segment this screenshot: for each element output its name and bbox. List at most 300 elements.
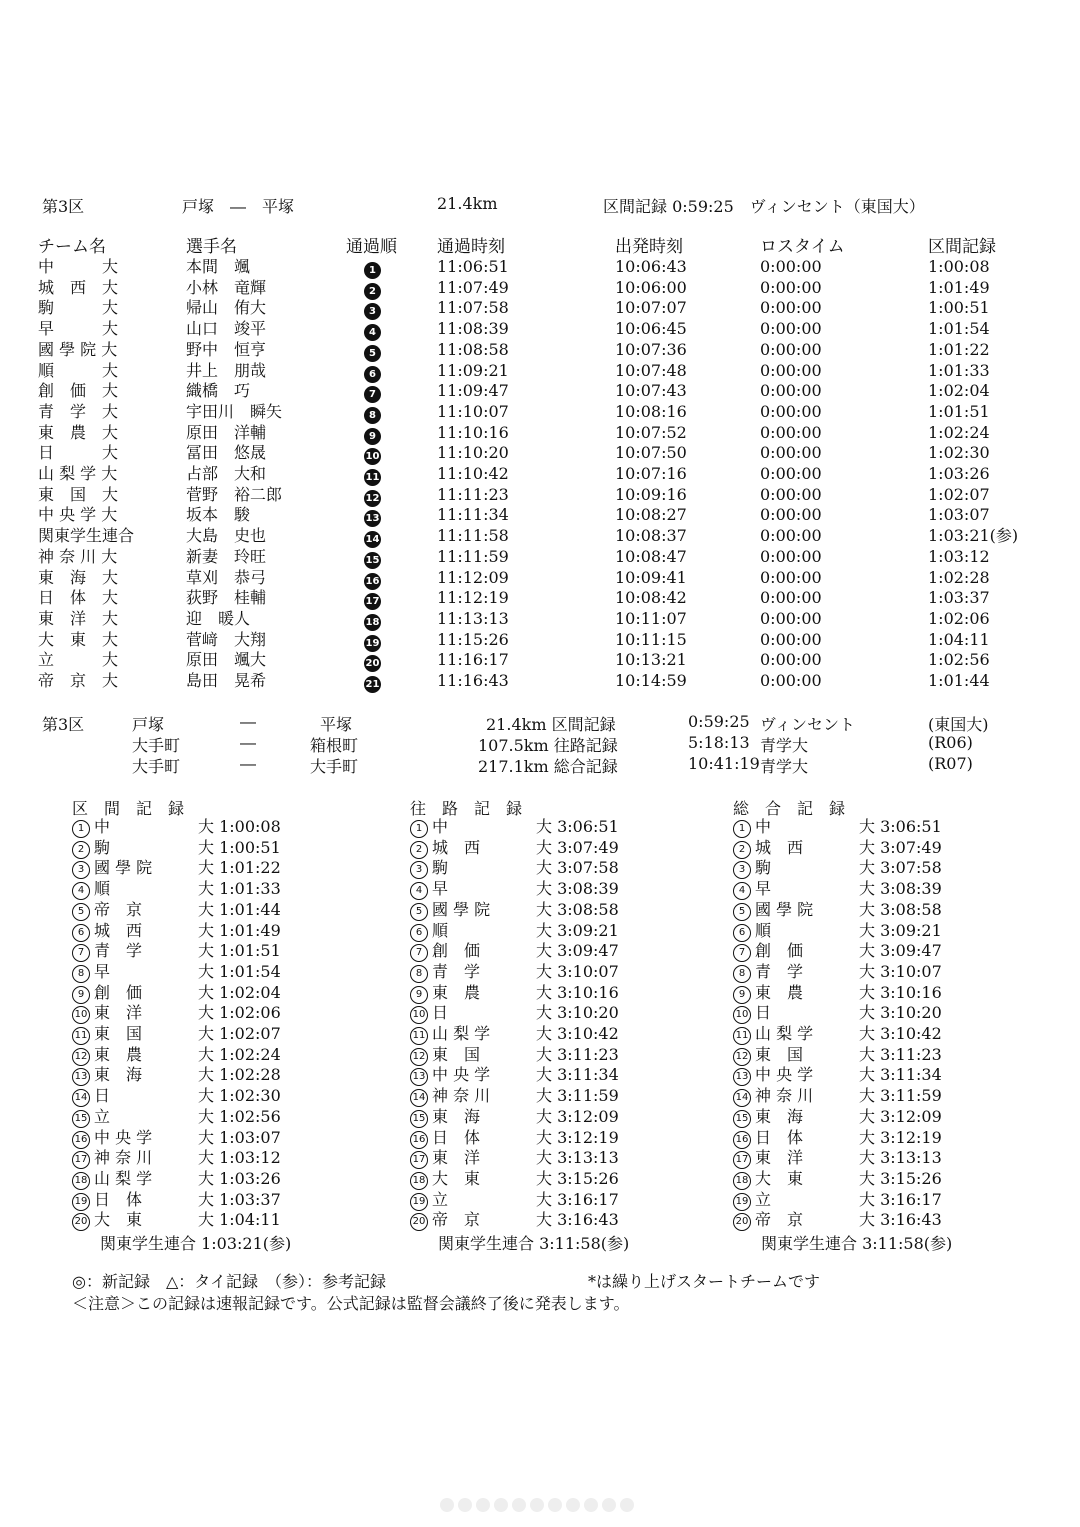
page-dot bbox=[440, 1498, 454, 1512]
ranking-item bbox=[733, 1065, 942, 1086]
ranking-item bbox=[733, 879, 942, 900]
start-time: 10:13:21 bbox=[615, 650, 687, 670]
pass-rank bbox=[364, 589, 381, 610]
rank-circle: 12 bbox=[410, 1048, 428, 1066]
runner-name: 山口 竣平 bbox=[186, 319, 267, 339]
team-name: 東 洋 大 bbox=[38, 608, 119, 628]
ranking-team: 創 価 bbox=[755, 941, 820, 961]
loss-time: 0:00:00 bbox=[760, 484, 822, 504]
section-time: 1:02:28 bbox=[928, 567, 990, 587]
rank-circle: 18 bbox=[410, 1172, 428, 1190]
rank-circle: 19 bbox=[410, 1193, 428, 1211]
ranking-team: 日 bbox=[755, 1003, 820, 1023]
start-time: 10:09:41 bbox=[615, 567, 687, 587]
runner-name: 荻野 桂輔 bbox=[186, 588, 267, 608]
rank-circle: 8 bbox=[733, 965, 751, 983]
ranking-time: 大 3:13:13 bbox=[859, 1148, 942, 1168]
ranking-team: 日 体 bbox=[755, 1127, 820, 1147]
ranking-team: 順 bbox=[755, 920, 820, 940]
page-dot bbox=[620, 1498, 634, 1512]
ranking-time: 大 3:10:16 bbox=[859, 982, 942, 1002]
loss-time: 0:00:00 bbox=[760, 464, 822, 483]
rank-circle: 9 bbox=[733, 986, 751, 1004]
ranking-item bbox=[72, 1003, 281, 1024]
table-row bbox=[0, 526, 1080, 547]
ranking-time: 大 3:16:17 bbox=[859, 1189, 942, 1209]
ranking-time: 大 3:07:49 bbox=[536, 837, 619, 857]
ranking-time: 大 3:07:58 bbox=[859, 858, 942, 878]
ranking-team: 青 学 bbox=[94, 941, 159, 961]
record-dash: ― bbox=[240, 733, 256, 752]
section-distance: 21.4km bbox=[437, 194, 498, 213]
ranking-team: 國 學 院 bbox=[755, 899, 814, 919]
pass-rank bbox=[364, 299, 381, 320]
loss-time: 0:00:00 bbox=[760, 360, 822, 380]
rank-circle: 14 bbox=[72, 1089, 90, 1107]
table-row bbox=[0, 464, 1080, 485]
rank-circle: 2 bbox=[72, 841, 90, 859]
ranking-time: 大 3:08:39 bbox=[859, 879, 942, 899]
ranking-time: 大 1:02:28 bbox=[198, 1065, 281, 1085]
ranking-team: 東 農 bbox=[432, 982, 497, 1002]
rank-circle: 20 bbox=[733, 1213, 751, 1231]
pass-time: 11:16:43 bbox=[437, 671, 509, 690]
runner-name: 大島 史也 bbox=[186, 526, 267, 546]
loss-time: 0:00:00 bbox=[760, 526, 822, 546]
page-dot bbox=[512, 1498, 526, 1512]
runner-name: 野中 恒亨 bbox=[186, 339, 267, 359]
runner-name: 本間 颯 bbox=[186, 257, 251, 276]
ranking-time: 大 3:07:58 bbox=[536, 858, 619, 878]
ranking-time: 大 3:08:39 bbox=[536, 879, 619, 899]
rank-circle: 3 bbox=[410, 861, 428, 879]
legend-relay-note: *は繰り上げスタートチームです bbox=[588, 1272, 821, 1291]
ranking-time: 大 1:03:07 bbox=[198, 1127, 281, 1147]
rank-badge: 7 bbox=[364, 386, 381, 403]
ranking-time: 大 1:03:37 bbox=[198, 1189, 281, 1209]
section-time: 1:01:51 bbox=[928, 401, 990, 421]
ranking-item bbox=[733, 1024, 942, 1045]
ranking-time: 大 1:02:24 bbox=[198, 1044, 281, 1064]
ranking-time: 大 3:09:21 bbox=[859, 920, 942, 940]
start-time: 10:06:45 bbox=[615, 319, 687, 339]
ranking-team: 城 西 bbox=[755, 837, 820, 857]
record-section-label: 第3区 bbox=[42, 715, 85, 734]
ranking-team: 駒 bbox=[94, 837, 159, 857]
record-holder: 青学大 bbox=[760, 736, 809, 755]
ranking-team: 城 西 bbox=[94, 920, 159, 940]
ranking-item bbox=[733, 1148, 942, 1169]
ranking-team: 神 奈 川 bbox=[432, 1086, 491, 1106]
ranking-time: 大 3:11:34 bbox=[536, 1065, 619, 1085]
record-distance: 107.5km 往路記録 bbox=[478, 736, 618, 755]
ranking-item bbox=[733, 1128, 942, 1149]
ranking-time: 大 3:11:23 bbox=[859, 1044, 942, 1064]
ranking-item bbox=[410, 941, 619, 962]
column-header: 通過時刻 bbox=[437, 237, 505, 257]
loss-time: 0:00:00 bbox=[760, 546, 822, 566]
record-from: 大手町 bbox=[132, 736, 181, 755]
ranking-title: 往 路 記 録 bbox=[410, 799, 523, 818]
ranking-item bbox=[733, 900, 942, 921]
rank-circle: 13 bbox=[410, 1068, 428, 1086]
team-name: 駒 大 bbox=[38, 298, 119, 318]
loss-time: 0:00:00 bbox=[760, 505, 822, 525]
ranking-item bbox=[410, 983, 619, 1004]
ranking-team: 順 bbox=[94, 879, 159, 899]
ranking-time: 大 1:00:51 bbox=[198, 837, 281, 857]
section-time: 1:02:30 bbox=[928, 443, 990, 463]
ranking-item bbox=[410, 1045, 619, 1066]
rank-badge: 8 bbox=[364, 407, 381, 424]
pass-time: 11:10:42 bbox=[437, 464, 509, 483]
ranking-item bbox=[72, 1045, 281, 1066]
ranking-title: 区 間 記 録 bbox=[72, 799, 185, 818]
page-dot bbox=[548, 1498, 562, 1512]
table-row bbox=[0, 402, 1080, 423]
table-row bbox=[0, 547, 1080, 568]
loss-time: 0:00:00 bbox=[760, 319, 822, 339]
pass-time: 11:13:13 bbox=[437, 608, 509, 628]
ranking-team: 東 海 bbox=[432, 1106, 497, 1126]
ranking-item bbox=[410, 817, 619, 838]
pass-rank bbox=[364, 258, 381, 279]
rank-circle: 13 bbox=[72, 1068, 90, 1086]
loss-time: 0:00:00 bbox=[760, 588, 822, 608]
pass-rank bbox=[364, 320, 381, 341]
page-dot bbox=[476, 1498, 490, 1512]
ranking-team: 創 価 bbox=[432, 941, 497, 961]
record-to: 箱根町 bbox=[310, 736, 359, 755]
team-name: 関東学生連合 bbox=[38, 526, 135, 546]
ranking-time: 大 3:10:20 bbox=[536, 1003, 619, 1023]
runner-name: 冨田 悠晟 bbox=[186, 443, 267, 463]
ranking-time: 大 3:16:43 bbox=[859, 1210, 942, 1230]
ranking-time: 大 1:01:49 bbox=[198, 920, 281, 940]
section-time: 1:01:44 bbox=[928, 671, 990, 690]
ranking-item bbox=[72, 838, 281, 859]
pass-time: 11:09:21 bbox=[437, 360, 509, 380]
rank-circle: 17 bbox=[733, 1151, 751, 1169]
ranking-item bbox=[410, 1128, 619, 1149]
loss-time: 0:00:00 bbox=[760, 257, 822, 276]
start-time: 10:07:16 bbox=[615, 464, 687, 483]
table-row bbox=[0, 609, 1080, 630]
ranking-team: 日 bbox=[432, 1003, 497, 1023]
loss-time: 0:00:00 bbox=[760, 671, 822, 690]
rank-circle: 10 bbox=[733, 1006, 751, 1024]
pass-time: 11:11:34 bbox=[437, 505, 509, 525]
ranking-time: 大 3:10:42 bbox=[536, 1024, 619, 1043]
ranking-team: 中 bbox=[94, 817, 159, 836]
ranking-time: 大 3:11:59 bbox=[536, 1086, 619, 1106]
column-header: 通過順 bbox=[346, 237, 397, 257]
pass-rank bbox=[364, 506, 381, 527]
ranking-item bbox=[733, 941, 942, 962]
page-dot bbox=[494, 1498, 508, 1512]
ranking-team: 駒 bbox=[755, 858, 820, 878]
pass-time: 11:10:16 bbox=[437, 422, 509, 442]
section-time: 1:03:07 bbox=[928, 505, 990, 525]
rank-circle: 2 bbox=[733, 841, 751, 859]
record-to: 平塚 bbox=[320, 715, 353, 734]
pass-time: 11:10:20 bbox=[437, 443, 509, 463]
pass-time: 11:15:26 bbox=[437, 629, 509, 649]
runner-name: 原田 洋輔 bbox=[186, 422, 267, 442]
ranking-item bbox=[733, 1169, 942, 1190]
rank-circle: 1 bbox=[410, 820, 428, 838]
table-row bbox=[0, 568, 1080, 589]
section-time: 1:01:49 bbox=[928, 277, 990, 297]
rank-circle: 16 bbox=[733, 1131, 751, 1149]
ranking-team: 大 東 bbox=[432, 1168, 497, 1188]
rank-circle: 14 bbox=[733, 1089, 751, 1107]
loss-time: 0:00:00 bbox=[760, 629, 822, 649]
table-row bbox=[0, 361, 1080, 382]
table-row bbox=[0, 381, 1080, 402]
pass-time: 11:11:59 bbox=[437, 546, 509, 566]
loss-time: 0:00:00 bbox=[760, 650, 822, 670]
rank-circle: 3 bbox=[733, 861, 751, 879]
rank-circle: 10 bbox=[410, 1006, 428, 1024]
column-header: 区間記録 bbox=[928, 237, 996, 257]
ranking-time: 大 3:09:21 bbox=[536, 920, 619, 940]
record-holder: 青学大 bbox=[760, 757, 809, 776]
section-time: 1:03:12 bbox=[928, 546, 990, 566]
ranking-time: 大 3:08:58 bbox=[859, 899, 942, 919]
rank-circle: 8 bbox=[72, 965, 90, 983]
section-time: 1:03:21(参) bbox=[928, 526, 1019, 546]
ranking-time: 大 3:06:51 bbox=[536, 817, 619, 836]
ranking-item bbox=[733, 1190, 942, 1211]
pass-rank bbox=[364, 631, 381, 652]
ranking-title: 総 合 記 録 bbox=[733, 799, 846, 818]
start-time: 10:07:36 bbox=[615, 339, 687, 359]
ranking-team: 早 bbox=[94, 961, 159, 981]
section-time: 1:01:54 bbox=[928, 319, 990, 339]
ranking-team: 東 洋 bbox=[432, 1148, 497, 1168]
ranking-time: 大 1:02:04 bbox=[198, 982, 281, 1002]
ranking-item bbox=[410, 921, 619, 942]
ranking-item bbox=[72, 1107, 281, 1128]
runner-name: 占部 大和 bbox=[186, 464, 267, 483]
rank-circle: 11 bbox=[733, 1027, 751, 1045]
rank-badge: 21 bbox=[364, 676, 381, 693]
pass-time: 11:12:09 bbox=[437, 567, 509, 587]
pass-rank bbox=[364, 424, 381, 445]
rank-circle: 15 bbox=[72, 1110, 90, 1128]
record-note: (R06) bbox=[928, 733, 973, 752]
runner-name: 島田 晃希 bbox=[186, 671, 267, 690]
legend-marks: ◎：新記録 △：タイ記録 （参）：参考記録 bbox=[72, 1272, 386, 1291]
rank-badge: 19 bbox=[364, 635, 381, 652]
ranking-item bbox=[733, 1210, 942, 1231]
runner-name: 菅野 裕二郎 bbox=[186, 484, 283, 504]
section-time: 1:01:22 bbox=[928, 339, 990, 359]
start-time: 10:07:48 bbox=[615, 360, 687, 380]
rank-circle: 12 bbox=[72, 1048, 90, 1066]
ranking-item bbox=[733, 921, 942, 942]
ranking-team: 東 農 bbox=[94, 1044, 159, 1064]
ranking-team: 大 東 bbox=[755, 1168, 820, 1188]
ranking-team: 東 洋 bbox=[94, 1003, 159, 1023]
start-time: 10:07:07 bbox=[615, 298, 687, 318]
page-dot bbox=[566, 1498, 580, 1512]
runner-name: 織橋 巧 bbox=[186, 381, 251, 401]
rank-circle: 5 bbox=[410, 903, 428, 921]
pass-rank bbox=[364, 279, 381, 300]
section-time: 1:03:37 bbox=[928, 588, 990, 608]
rank-circle: 12 bbox=[733, 1048, 751, 1066]
pass-time: 11:11:58 bbox=[437, 526, 509, 546]
ranking-time: 大 1:01:33 bbox=[198, 879, 281, 899]
ranking-time: 大 3:16:17 bbox=[536, 1189, 619, 1209]
ranking-item bbox=[72, 879, 281, 900]
ranking-item bbox=[733, 817, 942, 838]
rank-circle: 1 bbox=[72, 820, 90, 838]
table-row bbox=[0, 485, 1080, 506]
ranking-time: 大 3:10:42 bbox=[859, 1024, 942, 1043]
ranking-team: 早 bbox=[755, 879, 820, 899]
section-time: 1:00:08 bbox=[928, 257, 990, 276]
ranking-item bbox=[410, 1024, 619, 1045]
pass-time: 11:07:49 bbox=[437, 277, 509, 297]
team-name: 大 東 大 bbox=[38, 629, 119, 649]
ranking-item bbox=[72, 1086, 281, 1107]
record-from: 大手町 bbox=[132, 757, 181, 776]
column-header: ロスタイム bbox=[760, 237, 845, 257]
ranking-time: 大 3:13:13 bbox=[536, 1148, 619, 1168]
record-from: 戸塚 bbox=[132, 715, 165, 734]
rank-badge: 20 bbox=[364, 655, 381, 672]
ranking-item bbox=[72, 941, 281, 962]
record-time: 10:41:19 bbox=[688, 754, 760, 773]
ranking-time: 大 3:15:26 bbox=[859, 1168, 942, 1188]
runner-name: 原田 颯大 bbox=[186, 650, 267, 670]
ranking-team: 中 bbox=[755, 817, 820, 836]
ranking-time: 大 1:02:30 bbox=[198, 1086, 281, 1106]
ranking-item bbox=[72, 1065, 281, 1086]
ranking-team: 山 梨 学 bbox=[94, 1168, 153, 1188]
team-name: 青 学 大 bbox=[38, 401, 119, 421]
ranking-time: 大 3:10:16 bbox=[536, 982, 619, 1002]
ranking-extra: 関東学生連合 3:11:58(参) bbox=[761, 1234, 953, 1253]
rank-circle: 18 bbox=[733, 1172, 751, 1190]
ranking-item bbox=[410, 1190, 619, 1211]
ranking-time: 大 1:02:07 bbox=[198, 1024, 281, 1043]
team-name: 日 体 大 bbox=[38, 588, 119, 608]
rank-circle: 4 bbox=[410, 882, 428, 900]
record-note: (R07) bbox=[928, 754, 973, 773]
rank-circle: 4 bbox=[733, 882, 751, 900]
team-name: 日 大 bbox=[38, 443, 119, 463]
loss-time: 0:00:00 bbox=[760, 381, 822, 401]
table-row bbox=[0, 630, 1080, 651]
team-name: 山 梨 学 大 bbox=[38, 464, 118, 483]
ranking-time: 大 3:08:58 bbox=[536, 899, 619, 919]
table-row bbox=[0, 588, 1080, 609]
section-time: 1:03:26 bbox=[928, 464, 990, 483]
ranking-team: 山 梨 学 bbox=[755, 1024, 814, 1043]
ranking-item bbox=[733, 1003, 942, 1024]
ranking-item bbox=[410, 1003, 619, 1024]
ranking-team: 早 bbox=[432, 879, 497, 899]
ranking-team: 順 bbox=[432, 920, 497, 940]
table-row bbox=[0, 505, 1080, 526]
ranking-team: 立 bbox=[94, 1106, 159, 1126]
ranking-time: 大 3:10:07 bbox=[536, 961, 619, 981]
start-time: 10:08:42 bbox=[615, 588, 687, 608]
team-name: 東 国 大 bbox=[38, 484, 119, 504]
ranking-item bbox=[72, 983, 281, 1004]
team-name: 帝 京 大 bbox=[38, 671, 119, 690]
ranking-item bbox=[72, 962, 281, 983]
section-time: 1:02:24 bbox=[928, 422, 990, 442]
pass-rank bbox=[364, 651, 381, 672]
rank-circle: 14 bbox=[410, 1089, 428, 1107]
ranking-time: 大 1:02:56 bbox=[198, 1106, 281, 1126]
rank-badge: 2 bbox=[364, 283, 381, 300]
ranking-item bbox=[410, 1107, 619, 1128]
record-time: 0:59:25 bbox=[688, 712, 750, 731]
start-time: 10:11:15 bbox=[615, 629, 687, 649]
ranking-time: 大 3:11:34 bbox=[859, 1065, 942, 1085]
pass-time: 11:09:47 bbox=[437, 381, 509, 401]
section-label: 第3区 bbox=[42, 197, 85, 216]
table-row bbox=[0, 340, 1080, 361]
rank-badge: 15 bbox=[364, 552, 381, 569]
ranking-time: 大 3:12:09 bbox=[536, 1106, 619, 1126]
start-time: 10:07:43 bbox=[615, 381, 687, 401]
team-name: 中 央 学 大 bbox=[38, 505, 118, 525]
ranking-time: 大 1:01:54 bbox=[198, 961, 281, 981]
ranking-time: 大 3:06:51 bbox=[859, 817, 942, 836]
loss-time: 0:00:00 bbox=[760, 339, 822, 359]
team-name: 國 學 院 大 bbox=[38, 339, 118, 359]
ranking-time: 大 3:11:23 bbox=[536, 1044, 619, 1064]
ranking-time: 大 3:09:47 bbox=[536, 941, 619, 961]
pass-rank bbox=[364, 527, 381, 548]
ranking-team: 帝 京 bbox=[94, 899, 159, 919]
rank-circle: 16 bbox=[72, 1131, 90, 1149]
pass-rank bbox=[364, 569, 381, 590]
ranking-item bbox=[410, 1148, 619, 1169]
table-row bbox=[0, 423, 1080, 444]
ranking-team: 中 央 学 bbox=[432, 1065, 491, 1085]
ranking-time: 大 3:12:19 bbox=[536, 1127, 619, 1147]
ranking-time: 大 3:16:43 bbox=[536, 1210, 619, 1230]
ranking-team: 山 梨 学 bbox=[432, 1024, 491, 1043]
loss-time: 0:00:00 bbox=[760, 277, 822, 297]
start-time: 10:06:00 bbox=[615, 277, 687, 297]
pass-rank bbox=[364, 610, 381, 631]
pass-rank bbox=[364, 362, 381, 383]
section-time: 1:04:11 bbox=[928, 629, 990, 649]
ranking-item bbox=[72, 858, 281, 879]
rank-circle: 11 bbox=[72, 1027, 90, 1045]
table-row bbox=[0, 257, 1080, 278]
section-route: 戸塚 ― 平塚 bbox=[182, 197, 295, 216]
ranking-team: 帝 京 bbox=[432, 1210, 497, 1230]
team-name: 神 奈 川 大 bbox=[38, 546, 118, 566]
ranking-item bbox=[733, 1045, 942, 1066]
record-holder: ヴィンセント bbox=[760, 715, 856, 734]
ranking-team: 東 海 bbox=[755, 1106, 820, 1126]
pass-time: 11:07:58 bbox=[437, 298, 509, 318]
rank-circle: 7 bbox=[410, 944, 428, 962]
rank-circle: 11 bbox=[410, 1027, 428, 1045]
pass-time: 11:10:07 bbox=[437, 401, 509, 421]
